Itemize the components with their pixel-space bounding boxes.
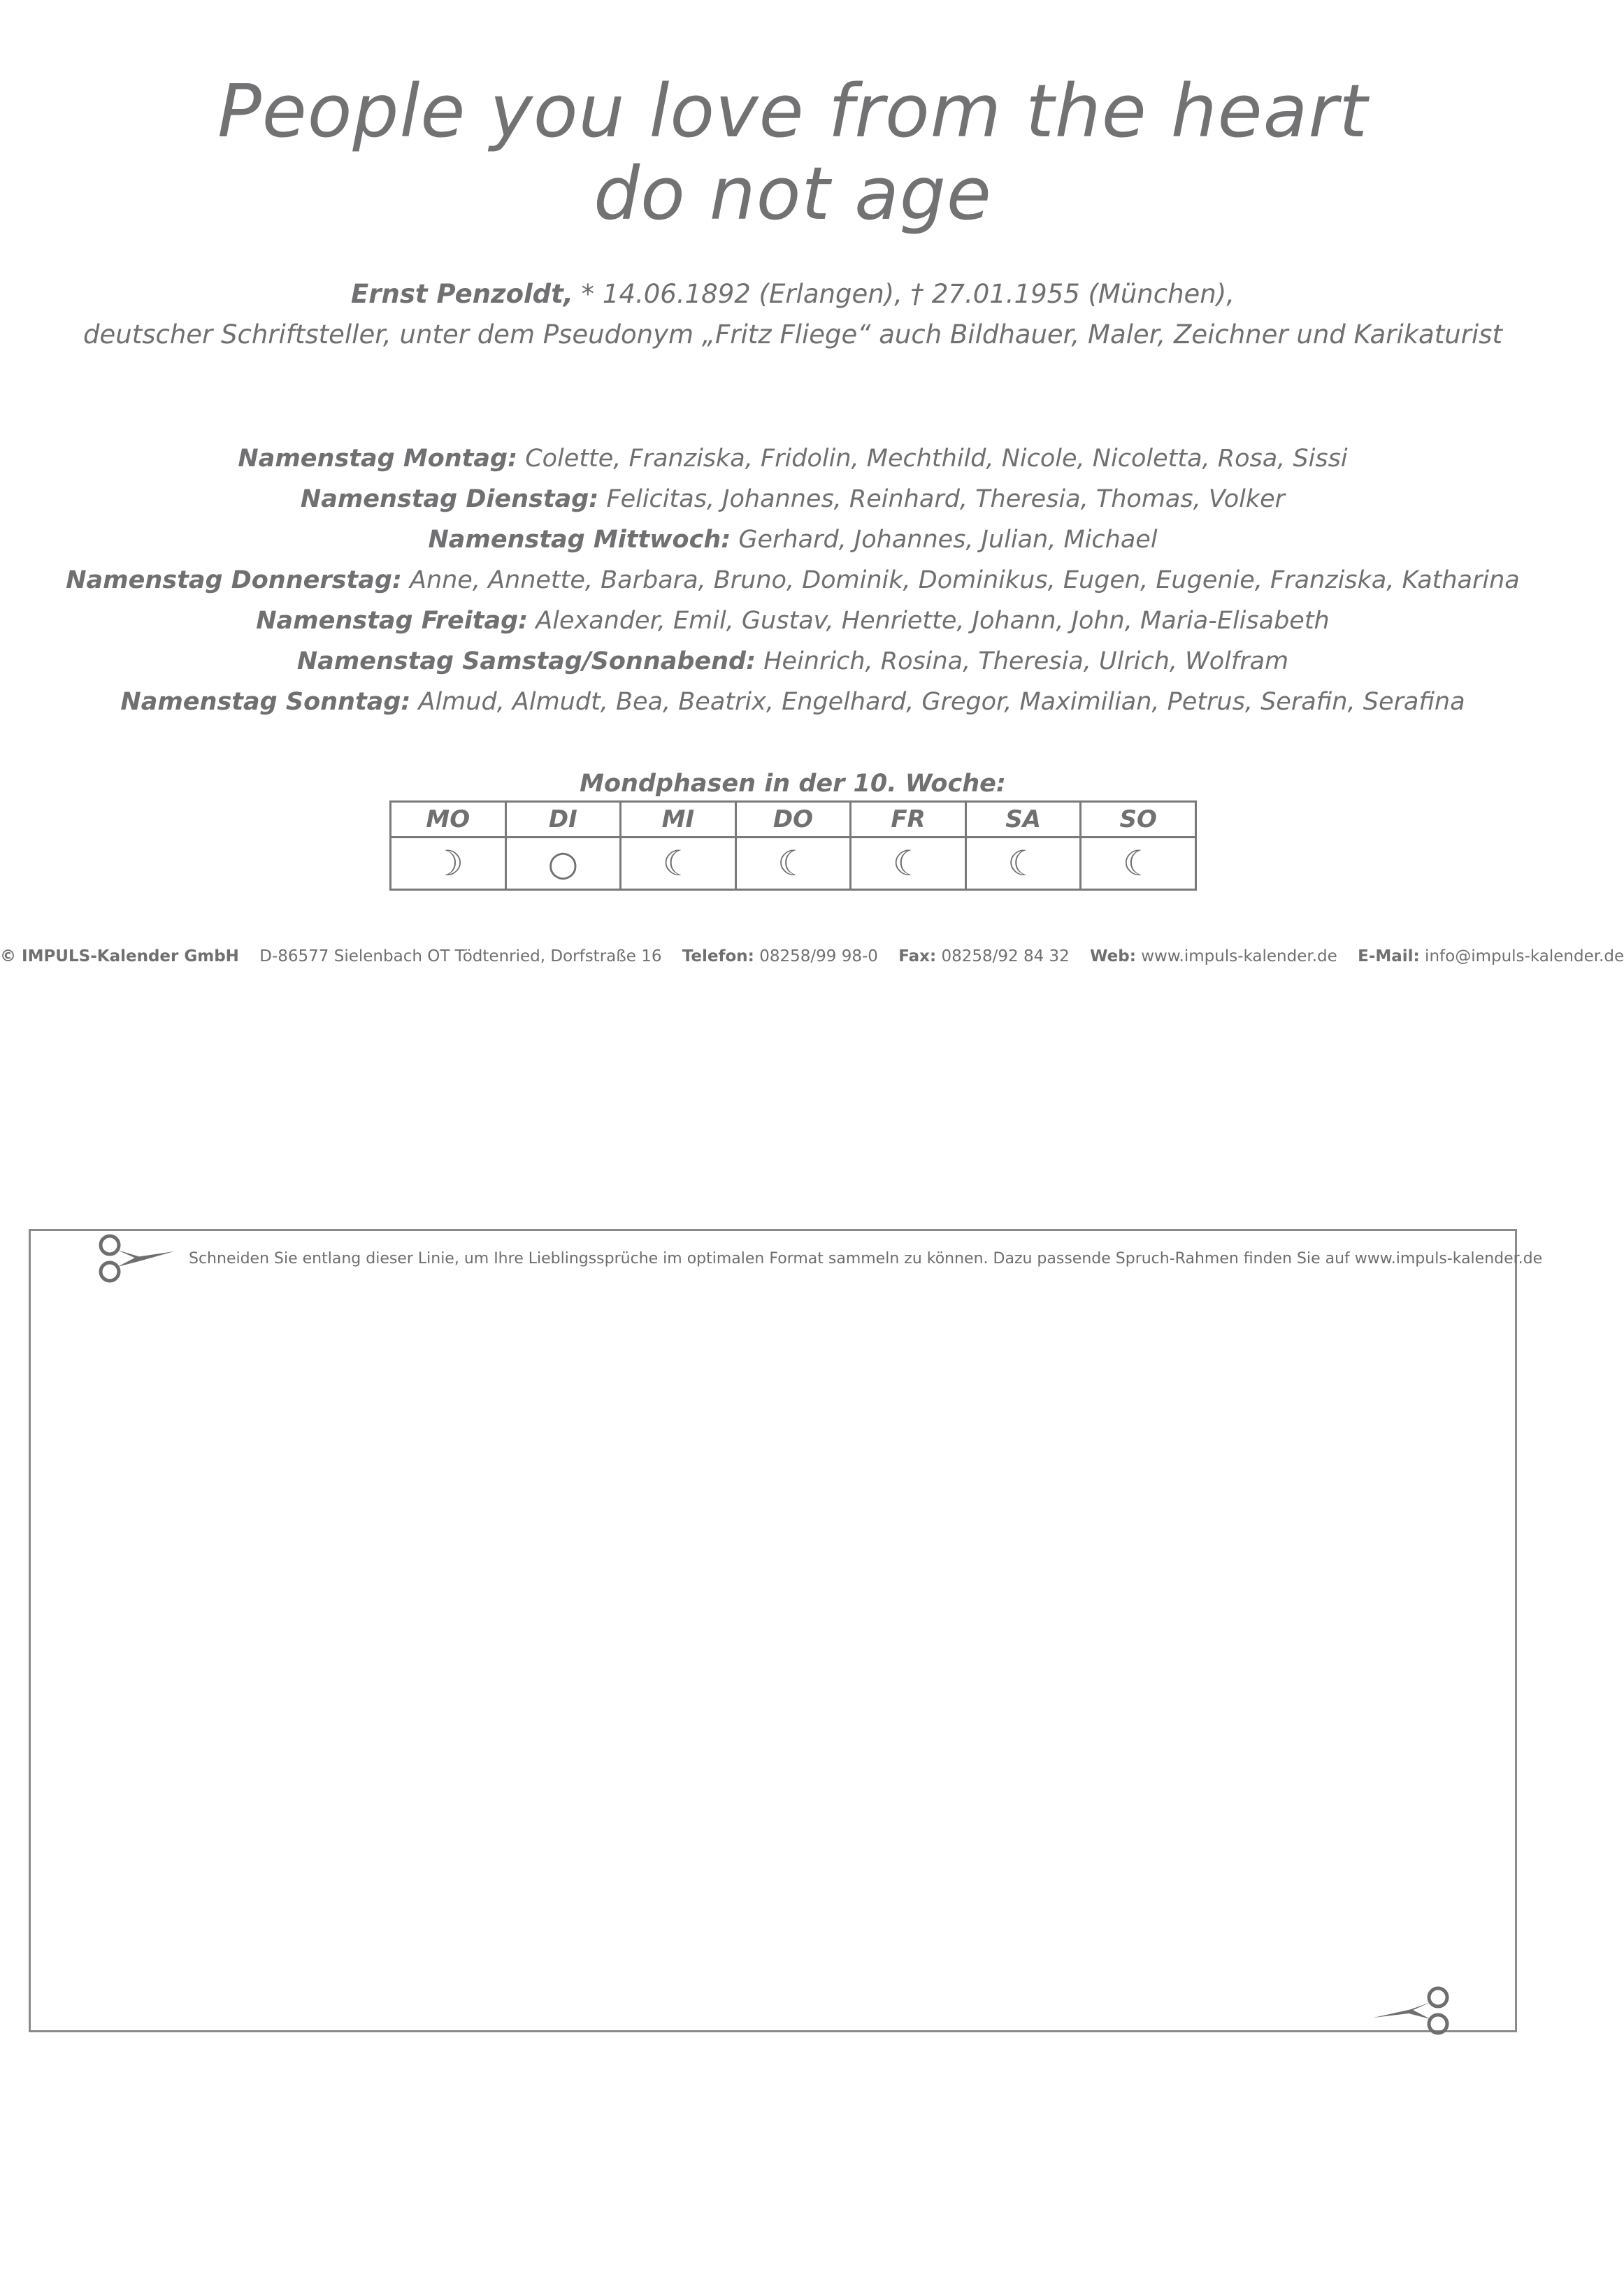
fax-label: Fax: <box>898 947 937 965</box>
moon-phase-icon: ○ <box>505 838 621 890</box>
namenstag-row <box>0 438 1586 479</box>
footer-contact <box>0 942 1624 970</box>
namenstag-names: Almud, Almudt, Bea, Beatrix, Engelhard, Gregor, Maximilian, Petrus, Serafin, Serafina <box>410 688 1465 716</box>
namenstag-row <box>0 682 1586 722</box>
namenstag-row <box>0 479 1586 519</box>
author-name: Ernst Penzoldt, <box>351 279 573 309</box>
email-label: E-Mail: <box>1358 947 1420 965</box>
moon-phase-icon: ☾ <box>1081 838 1196 890</box>
moon-phase-icon: ☽ <box>391 838 506 890</box>
footer-company <box>0 947 239 965</box>
cut-line-box <box>29 1229 1517 2032</box>
moon-day-header: DI <box>505 802 621 838</box>
author-line-1 <box>0 274 1586 315</box>
phone-label: Telefon: <box>682 947 754 965</box>
author-info <box>0 274 1586 355</box>
footer-email <box>1358 947 1624 965</box>
moon-phase-row <box>391 838 1196 890</box>
moon-phase-icon: ☾ <box>851 838 966 890</box>
namenstag-names: Gerhard, Johannes, Julian, Michael <box>731 526 1158 554</box>
footer-phone <box>682 947 878 965</box>
quote <box>0 70 1586 235</box>
namenstag-names: Colette, Franziska, Fridolin, Mechthild, Nicole, Nicoletta, Rosa, Sissi <box>517 445 1348 473</box>
namenstag-row <box>0 641 1586 682</box>
author-description: deutscher Schriftsteller, unter dem Pseudonym „Fritz Fliege“ auch Bildhauer, Maler, Zeichner und Karikaturist <box>83 319 1502 350</box>
moon-phase-icon: ☾ <box>965 838 1081 890</box>
scissors-icon <box>96 1233 176 1284</box>
web-link[interactable]: www.impuls-kalender.de <box>1135 947 1337 965</box>
namenstag-label: Namenstag Dienstag: <box>300 485 599 513</box>
moon-phase-title: Mondphasen in der 10. Woche: <box>580 770 1006 798</box>
email-link[interactable]: info@impuls-kalender.de <box>1419 947 1624 965</box>
quote-line-1: People you love from the heart <box>217 69 1368 154</box>
footer-fax <box>898 947 1070 965</box>
moon-day-header: MI <box>621 802 736 838</box>
namenstag-names: Felicitas, Johannes, Reinhard, Theresia, Thomas, Volker <box>598 485 1286 513</box>
namenstage-list <box>0 438 1586 722</box>
namenstag-label: Namenstag Donnerstag: <box>66 566 402 594</box>
namenstag-label: Namenstag Sonntag: <box>120 688 411 716</box>
footer-address: D-86577 Sielenbach OT Tödtenried, Dorfstraße 16 <box>259 947 662 965</box>
namenstag-names: Anne, Annette, Barbara, Bruno, Dominik, Dominikus, Eugen, Eugenie, Franziska, Katharina <box>401 566 1520 594</box>
namenstag-row <box>0 601 1586 641</box>
moon-day-header: DO <box>735 802 851 838</box>
namenstag-row <box>0 519 1586 560</box>
quote-line-2: do not age <box>594 151 992 236</box>
moon-day-header: SA <box>965 802 1081 838</box>
footer-web <box>1090 947 1337 965</box>
web-label: Web: <box>1090 947 1136 965</box>
moon-day-header: FR <box>851 802 966 838</box>
moon-day-header-row <box>391 802 1196 838</box>
moon-phase-table <box>389 800 1197 891</box>
author-dates: * 14.06.1892 (Erlangen), † 27.01.1955 (München), <box>573 279 1235 309</box>
phone-value: 08258/99 98-0 <box>754 947 878 965</box>
namenstag-names: Alexander, Emil, Gustav, Henriette, Johann, John, Maria-Elisabeth <box>528 607 1330 635</box>
scissors-icon <box>1372 1985 1452 2036</box>
moon-day-header: MO <box>391 802 506 838</box>
namenstag-label: Namenstag Montag: <box>238 445 518 473</box>
moon-phase-icon: ☾ <box>621 838 736 890</box>
namenstag-names: Heinrich, Rosina, Theresia, Ulrich, Wolfram <box>756 647 1289 675</box>
fax-value: 08258/92 84 32 <box>936 947 1070 965</box>
company-name: © IMPULS-Kalender GmbH <box>0 947 239 965</box>
cut-instruction: Schneiden Sie entlang dieser Linie, um Ihre Lieblingssprüche im optimalen Format sammeln zu können. Dazu passende Spruch-Rahmen finden Sie auf www.impuls-kalender.de <box>189 1250 1543 1267</box>
moon-day-header: SO <box>1081 802 1196 838</box>
namenstag-row <box>0 560 1586 601</box>
namenstag-label: Namenstag Freitag: <box>256 607 529 635</box>
namenstag-label: Namenstag Mittwoch: <box>428 526 731 554</box>
namenstag-label: Namenstag Samstag/Sonnabend: <box>296 647 756 675</box>
moon-phase-icon: ☾ <box>735 838 851 890</box>
